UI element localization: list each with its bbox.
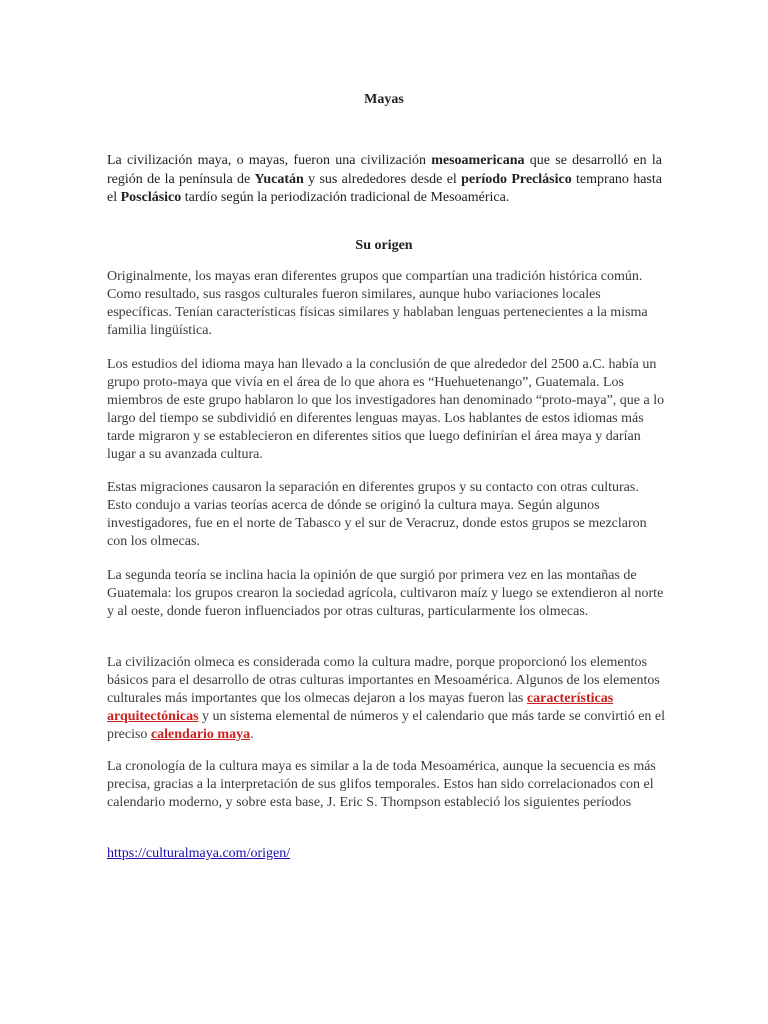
paragraph-language: Los estudios del idioma maya han llevado a la conclusión de que alrededor del 2500 a.C. había un grupo proto-maya que vivía en el área de lo que ahora es “Huehuetenango”, Guatemala. Los miembros de este grupo hablaron lo que los investigadores han denominado “proto-maya”, que a lo largo del tiempo se subdividió en diferentes lenguas mayas. Los hablantes de estos idiomas más tarde migraron y se establecieron en diferentes sitios que luego definirían el área maya y darían lugar a su avanzada cultura. [107,357,665,462]
intro-text-1: La civilización maya, o mayas, fueron una civilización [107,153,432,168]
intro-bold-posclasico: Posclásico [120,190,182,205]
intro-text-4: temprano hasta el [107,171,662,205]
paragraph-second-theory: La segunda teoría se inclina hacia la opinión de que surgió por primera vez en las montañas de Guatemala: los grupos crearon la sociedad agrícola, cultivaron maíz y luego se extendieron al norte y al oeste, donde fueron influenciados por otras culturas, particularmente los olmecas. [107,568,664,619]
maya-calendar-link[interactable]: calendario maya [150,727,251,742]
paragraph-olmec [107,654,667,744]
source-url-link[interactable]: https://culturalmaya.com/origen/ [107,846,291,861]
intro-text-2: que se desarrolló en la región de la península de [107,153,662,187]
paragraph-olmec-text-2: y un sistema elemental de números y el calendario que más tarde se convirtió en el preciso [107,709,666,742]
paragraph-migrations: Estas migraciones causaron la separación en diferentes grupos y su contacto con otras culturas. Esto condujo a varias teorías acerca de dónde se originó la cultura maya. Según algunos investigadores, fue en el norte de Tabasco y el sur de Veracruz, donde estos grupos se mezclaron con los olmecas. [107,480,647,549]
intro-bold-yucatan: Yucatán [254,171,304,187]
document-title: Mayas [364,92,404,107]
paragraph-chronology: La cronología de la cultura maya es similar a la de toda Mesoamérica, aunque la secuencia es más precisa, gracias a la interpretación de sus glifos temporales. Estos han sido correlacionados con el calendario moderno, y sobre esta base, J. Eric S. Thompson estableció los siguientes períodos [107,759,656,810]
intro-paragraph [107,152,662,208]
architecture-link[interactable]: características arquitectónicas [107,691,614,724]
intro-text-5: tardío según la periodización tradicional de Mesoamérica. [181,190,510,205]
section-heading: Su origen [355,238,413,253]
intro-text-3: y sus alrededores desde el [303,171,462,187]
paragraph-olmec-text-3: . [250,727,254,742]
intro-bold-mesoamericana: mesoamericana [431,153,525,168]
intro-bold-preclasico: período Preclásico [461,171,572,187]
paragraph-origins: Originalmente, los mayas eran diferentes grupos que compartían una tradición histórica común. Como resultado, sus rasgos culturales fueron similares, aunque hubo variaciones locales específicas. Tenían características físicas similares y hablaban lenguas pertenecientes a la misma familia lingüística. [107,269,648,338]
paragraph-olmec-text-1: La civilización olmeca es considerada como la cultura madre, porque proporcionó los elementos básicos para el desarrollo de otras culturas importantes en Mesoamérica. Algunos de los elementos culturales más importantes que los olmecas dejaron a los mayas fueron las [107,655,660,706]
